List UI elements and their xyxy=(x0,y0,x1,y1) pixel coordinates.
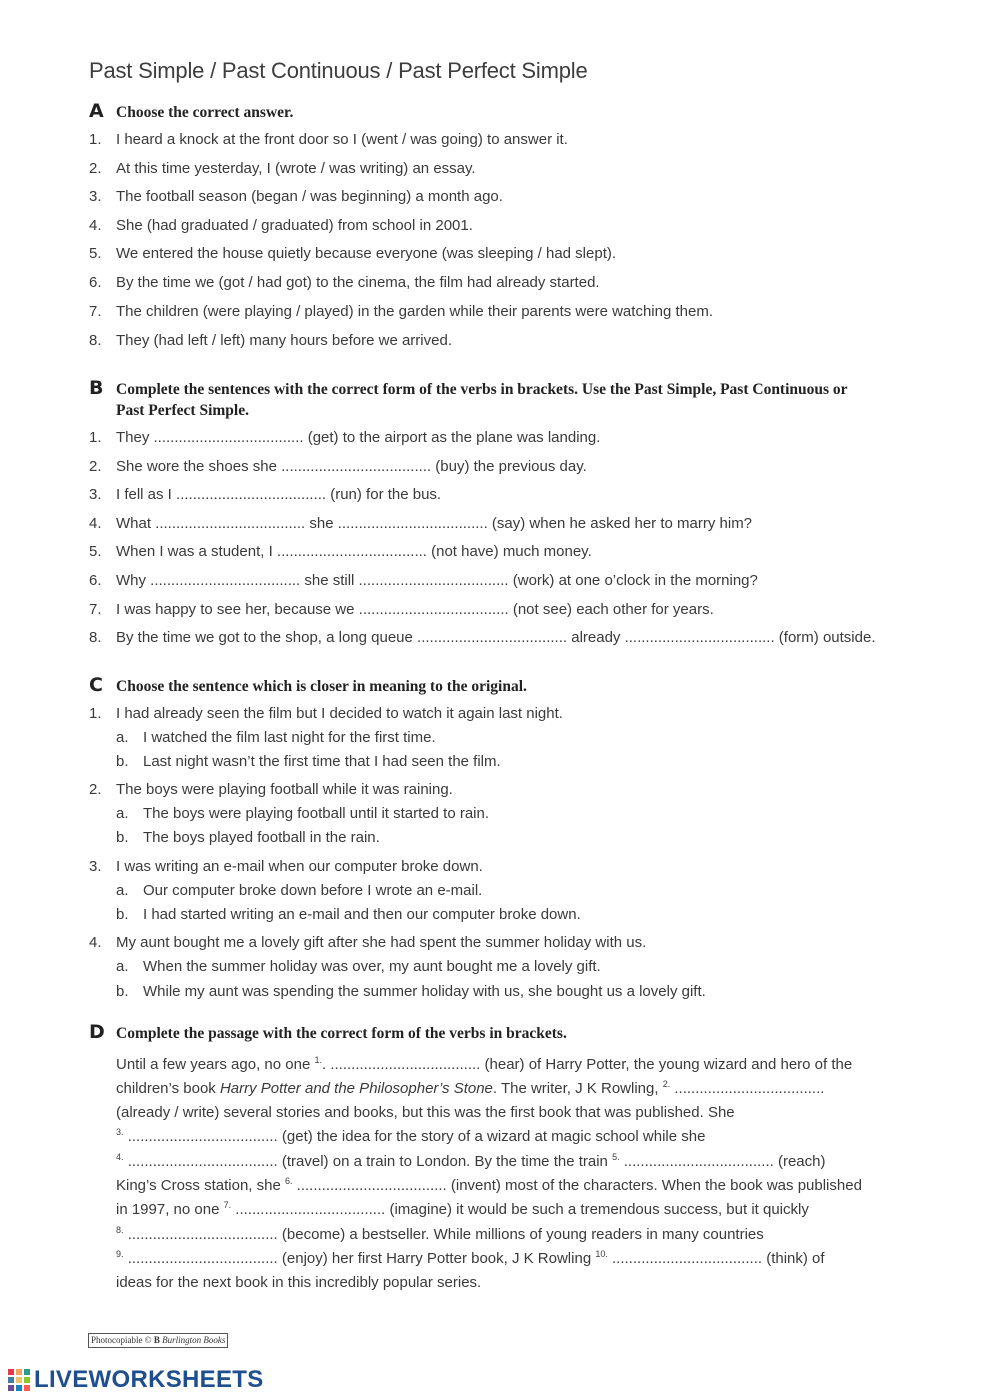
passage-line: in 1997, no one $^{7.}$ .................................... (imagine) it would be such a tremendous success, but it quickly xyxy=(116,1200,809,1218)
list-item: 2. At this time yesterday, I (wrote / was writing) an essay. xyxy=(89,160,476,177)
list-item: 4. What .................................... she .................................... (say) when he asked her to marry him? xyxy=(89,515,753,532)
passage-line: $^{4.}$ .................................... (travel) on a train to London. By the time the train $^{5.}$ .................................... (reach) xyxy=(116,1152,826,1170)
option-b: b. I had started writing an e-mail and then our computer broke down. xyxy=(116,906,581,923)
page-title: Past Simple / Past Continuous / Past Perfect Simple xyxy=(89,58,588,83)
list-item: 4. My aunt bought me a lovely gift after she had spent the summer holiday with us. xyxy=(89,934,647,951)
section-instruction: Choose the correct answer. xyxy=(116,104,294,121)
list-item: 5. We entered the house quietly because everyone (was sleeping / had slept). xyxy=(89,245,617,262)
passage-line: ideas for the next book in this incredibly popular series. xyxy=(116,1274,482,1291)
section-letter: D xyxy=(89,1021,105,1043)
section-letter: C xyxy=(89,674,103,696)
option-b: b. Last night wasn’t the first time that I had seen the film. xyxy=(116,753,501,770)
list-item: 6. Why .................................... she still .................................... (work) at one o’clock in the morning? xyxy=(89,572,758,589)
liveworksheets-logo[interactable] xyxy=(8,1366,264,1394)
section-letter: B xyxy=(89,377,104,399)
list-item: 4. She (had graduated / graduated) from school in 2001. xyxy=(89,217,473,234)
section-instruction: Choose the sentence which is closer in meaning to the original. xyxy=(116,678,527,695)
copyright-notice: Photocopiable © B Burlington Books xyxy=(88,1333,228,1348)
option-a: a. The boys were playing football until it started to rain. xyxy=(116,805,490,822)
list-item: 3. I was writing an e-mail when our computer broke down. xyxy=(89,858,483,875)
publisher-logo: B xyxy=(153,1335,160,1345)
brand-name: LIVEWORKSHEETS xyxy=(34,1366,264,1393)
list-item: 2. She wore the shoes she .................................... (buy) the previous day. xyxy=(89,458,587,475)
option-a: a. When the summer holiday was over, my aunt bought me a lovely gift. xyxy=(116,958,601,975)
section-a-header xyxy=(89,100,906,123)
passage-line: Until a few years ago, no one $^{1.}$. .................................... (hear) of Harry Potter, the young wizard and hero of the xyxy=(116,1055,853,1073)
option-a: a. I watched the film last night for the first time. xyxy=(116,729,436,746)
list-item: 2. The boys were playing football while it was raining. xyxy=(89,781,453,798)
option-b: b. The boys played football in the rain. xyxy=(116,829,380,846)
section-letter: A xyxy=(89,100,104,122)
passage-line: $^{3.}$ .................................... (get) the idea for the story of a wizard at magic school while she xyxy=(116,1127,706,1145)
section-instruction: Complete the sentences with the correct form of the verbs in brackets. Use the Past Simple, Past Continuous or Past Perfect Simple. xyxy=(116,381,848,419)
list-item: 5. When I was a student, I .................................... (not have) much money. xyxy=(89,543,592,560)
section-d-header xyxy=(89,1021,906,1044)
passage-line: $^{8.}$ .................................... (become) a bestseller. While millions of young readers in many countries xyxy=(116,1225,764,1243)
list-item: 1. I heard a knock at the front door so I (went / was going) to answer it. xyxy=(89,131,568,148)
list-item: 8. By the time we got to the shop, a long queue .................................... already .................................... (form) outside. xyxy=(89,629,876,646)
liveworksheets-icon xyxy=(8,1369,30,1391)
passage-line: children’s book Harry Potter and the Philosopher’s Stone. The writer, J K Rowling, $^{2.}$ .................................... xyxy=(116,1079,825,1097)
section-c-header xyxy=(89,674,906,697)
passage-line: King’s Cross station, she $^{6.}$ .................................... (invent) most of the characters. When the book was published xyxy=(116,1176,862,1194)
list-item: 3. The football season (began / was beginning) a month ago. xyxy=(89,188,503,205)
list-item: 7. The children (were playing / played) in the garden while their parents were watching them. xyxy=(89,303,713,320)
passage-line: $^{9.}$ .................................... (enjoy) her first Harry Potter book, J K Rowling $^{10.}$ .................................... (think) of xyxy=(116,1249,825,1267)
passage-line: (already / write) several stories and books, but this was the first book that was published. She xyxy=(116,1104,735,1121)
option-b: b. While my aunt was spending the summer holiday with us, she bought us a lovely gift. xyxy=(116,983,706,1000)
list-item: 6. By the time we (got / had got) to the cinema, the film had already started. xyxy=(89,274,600,291)
list-item: 8. They (had left / left) many hours before we arrived. xyxy=(89,332,452,349)
list-item: 1. They .................................... (get) to the airport as the plane was landing. xyxy=(89,429,601,446)
option-a: a. Our computer broke down before I wrote an e-mail. xyxy=(116,882,483,899)
section-instruction: Complete the passage with the correct form of the verbs in brackets. xyxy=(116,1025,567,1042)
list-item: 3. I fell as I .................................... (run) for the bus. xyxy=(89,486,442,503)
list-item: 7. I was happy to see her, because we .................................... (not see) each other for years. xyxy=(89,601,714,618)
section-b-header xyxy=(89,377,906,421)
list-item: 1. I had already seen the film but I decided to watch it again last night. xyxy=(89,705,563,722)
